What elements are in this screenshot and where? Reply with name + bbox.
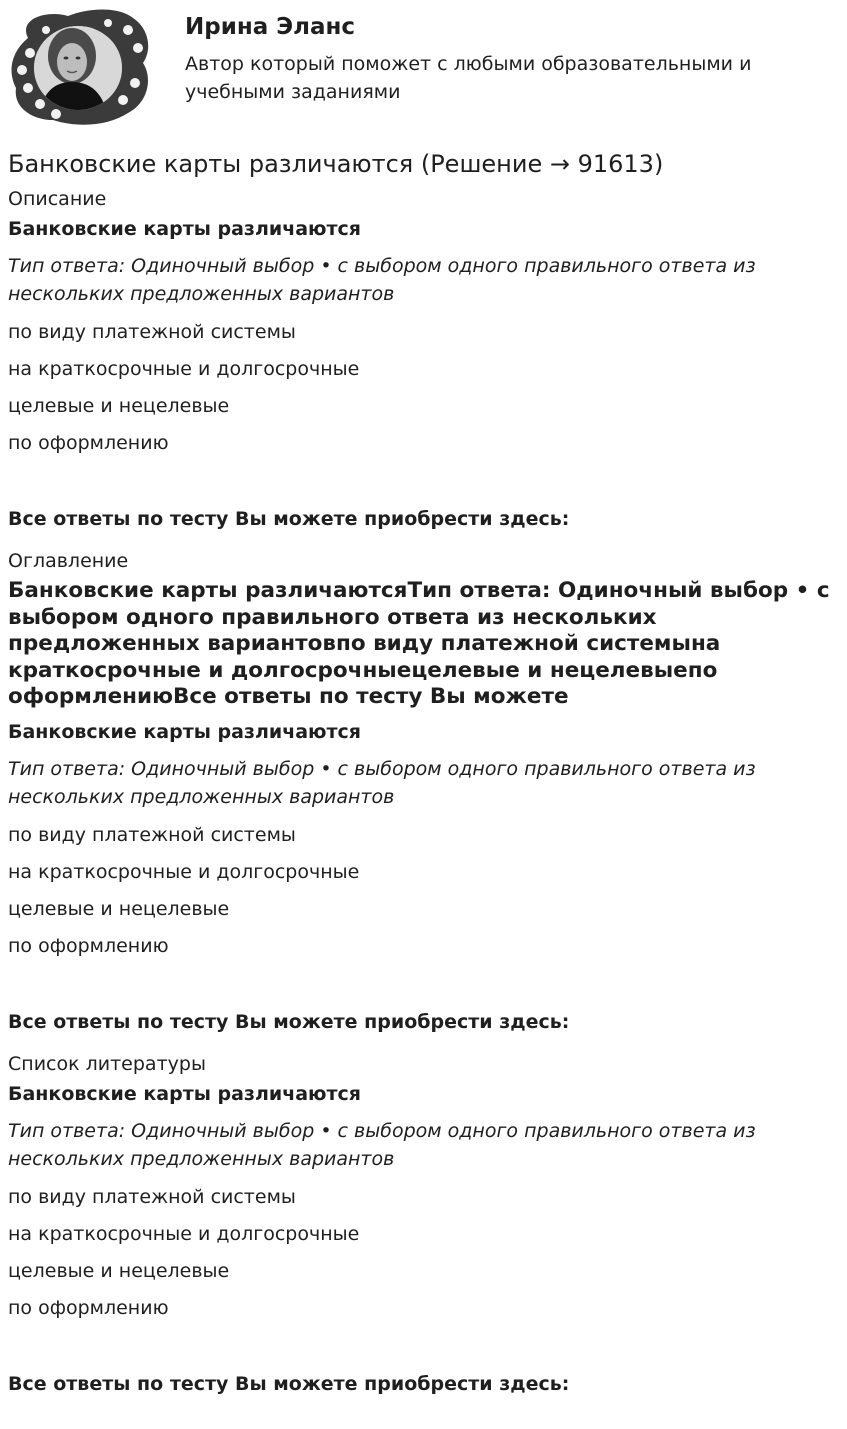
buy-answers-text: Все ответы по тесту Вы можете приобрести здесь: — [8, 1372, 570, 1395]
page-content — [8, 8, 839, 1397]
answer-option: на краткосрочные и долгосрочные — [8, 1222, 360, 1245]
question-title: Банковские карты различаются — [8, 218, 362, 240]
answer-option: по виду платежной системы — [8, 321, 296, 343]
buy-answers-text: Все ответы по тесту Вы можете приобрести здесь: — [8, 508, 570, 530]
author-name[interactable]: Ирина Эланс — [185, 14, 356, 40]
page-title: Банковские карты различаются (Решение → 91613) — [8, 150, 664, 178]
answer-option: на краткосрочные и долгосрочные — [8, 358, 360, 380]
answer-option: целевые и нецелевые — [8, 897, 230, 920]
answer-option: целевые и нецелевые — [8, 1259, 230, 1282]
buy-answers-text: Все ответы по тесту Вы можете приобрести здесь: — [8, 1010, 570, 1033]
answer-option: по оформлению — [8, 1296, 169, 1319]
author-avatar-icon[interactable] — [8, 8, 150, 128]
section-literature — [8, 1051, 839, 1397]
answer-option: по виду платежной системы — [8, 1185, 296, 1208]
answer-option: по оформлению — [8, 934, 169, 957]
question-title: Банковские карты различаются — [8, 1082, 362, 1105]
toc-summary: Банковские карты различаютсяТип ответа: Одиночный выбор • с выбором одного правильного ответа из нескольких предложенных вариантовпо виду платежной системына краткосрочные и долгосрочныецелевые и нецелевыепо оформлениюВсе ответы по тесту Вы можете — [8, 578, 830, 709]
answer-option: целевые и нецелевые — [8, 395, 230, 417]
section-toc — [8, 548, 839, 1035]
answer-type: Тип ответа: Одиночный выбор • с выбором одного правильного ответа из нескольких предложенных вариантов — [8, 757, 756, 808]
answer-option: на краткосрочные и долгосрочные — [8, 860, 360, 883]
section-heading-toc: Оглавление — [8, 550, 129, 572]
author-description: Автор который поможет с любыми образовательными и учебными заданиями — [185, 53, 752, 103]
answer-option: по виду платежной системы — [8, 823, 296, 846]
section-heading-literature: Список литературы — [8, 1052, 206, 1075]
author-card — [8, 8, 839, 128]
section-description — [8, 186, 839, 532]
section-heading-description: Описание — [8, 188, 107, 210]
answer-option: по оформлению — [8, 432, 169, 454]
answer-type: Тип ответа: Одиночный выбор • с выбором одного правильного ответа из нескольких предложенных вариантов — [8, 1119, 756, 1170]
question-title: Банковские карты различаются — [8, 720, 362, 743]
answer-type: Тип ответа: Одиночный выбор • с выбором одного правильного ответа из нескольких предложенных вариантов — [8, 255, 756, 305]
